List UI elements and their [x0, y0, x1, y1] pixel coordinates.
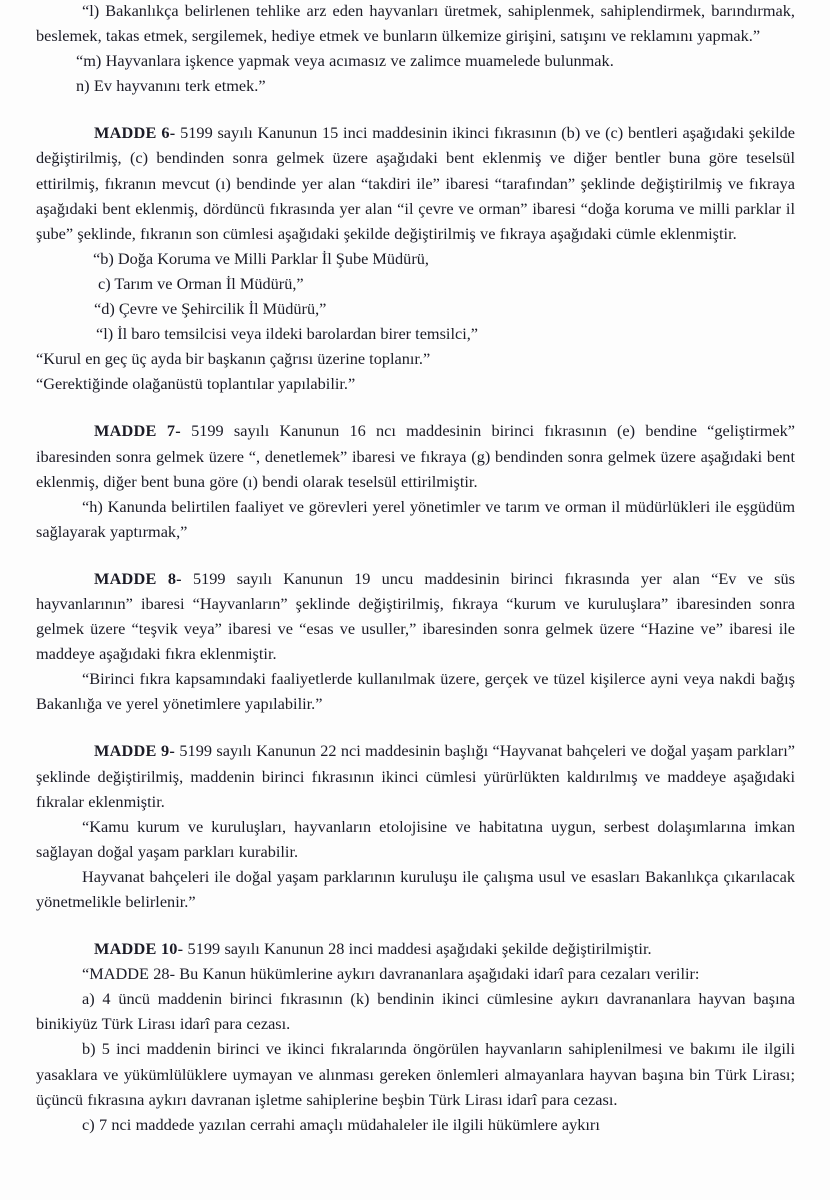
paragraph-madde-7 [36, 418, 795, 493]
paragraph-madde10-c: c) 7 nci maddede yazılan cerrahi amaçlı müdahaleler ile ilgili hükümlere aykırı [82, 1114, 600, 1134]
paragraph-madde10-b: b) 5 inci maddenin birinci ve ikinci fıkralarında öngörülen hayvanların sahiplenilmesi ve bakımı ile ilgili yasaklara ve yükümlülüklere uymayan ve alınması gereken önlemleri almayanlara hayvan başına bin Türk Lirası; üçüncü fıkrasına aykırı davranan işletme sahiplerine beşbin Türk Lirası idarî para cezası. [36, 1039, 795, 1109]
list-row-c: c) Tarım ve Orman İl Müdürü,” [98, 273, 304, 293]
madde-9-text: 5199 sayılı Kanunun 22 nci maddesinin başlığı “Hayvanat bahçeleri ve doğal yaşam parkları” şeklinde değiştirilmiş, maddenin birinci fıkrasının ikinci cümlesi yürürlükten kaldırılmış ve maddeye aşağıdaki fıkralar eklenmiştir. [36, 741, 796, 811]
paragraph-spacer [36, 544, 795, 566]
paragraph-madde-8 [36, 566, 795, 666]
madde-9-label: MADDE 9- [94, 741, 176, 761]
paragraph-item-n: n) Ev hayvanını terk etmek.” [76, 76, 266, 96]
paragraph-spacer [36, 98, 795, 120]
paragraph-madde-6 [36, 120, 795, 245]
list-row-l: “l) İl baro temsilcisi veya ildeki barolardan birer temsilci,” [96, 324, 479, 344]
paragraph-spacer [36, 396, 795, 418]
paragraph-madde9-kamu: “Kamu kurum ve kuruluşları, hayvanların etolojisine ve habitatına uygun, serbest dolaşımlarına imkan sağlayan doğal yaşam parkları kurabilir. [36, 816, 795, 861]
paragraph-madde10-a: a) 4 üncü maddenin birinci fıkrasının (k) bendinin ikinci cümlesine aykırı davrananlara hayvan başına binikiyüz Türk Lirası idarî para cezası. [36, 989, 795, 1034]
madde-6-text: 5199 sayılı Kanunun 15 inci maddesinin ikinci fıkrasının (b) ve (c) bentleri aşağıdaki şekilde değiştirilmiş, (c) bendinden sonra gelmek üzere aşağıdaki bent eklenmiş ve diğer bentler buna göre teselsül ettirilmiş, fıkranın mevcut (ı) bendinde yer alan “takdiri ile” ibaresi “tarafından” şeklinde değiştirilmiş ve fıkraya aşağıdaki bent eklenmiş, dördüncü fıkrasında yer alan “il çevre ve orman” ibaresi “doğa koruma ve milli parklar il şube” şeklinde, fıkranın son cümlesi aşağıdaki şekilde değiştirilmiş ve fıkraya aşağıdaki cümle eklenmiştir. [36, 123, 795, 243]
paragraph-madde-10 [36, 936, 795, 961]
madde-10-label: MADDE 10- [94, 939, 184, 959]
madde-7-text: 5199 sayılı Kanunun 16 ncı maddesinin birinci fıkrasının (e) bendine “geliştirmek” ibaresinden sonra gelmek üzere “, denetlemek” ibaresi ve fıkraya (g) bendinden sonra gelmek üzere aşağıdaki bent eklenmiş, diğer bent buna göre (ı) bendi olarak teselsül ettirilmiştir. [36, 421, 795, 491]
list-row-d: “d) Çevre ve Şehircilik İl Müdürü,” [94, 299, 327, 319]
document-body [36, 0, 795, 1137]
list-row-b: “b) Doğa Koruma ve Milli Parklar İl Şube Müdürü, [93, 248, 429, 268]
madde-7-label: MADDE 7- [94, 421, 181, 441]
paragraph-item-l: “l) Bakanlıkça belirlenen tehlike arz eden hayvanları üretmek, sahiplenmek, sahiplendirmek, barındırmak, beslemek, takas etmek, sergilemek, hediye etmek ve bunların ülkemize girişini, satışını ve reklamını yapmak.” [36, 1, 795, 46]
paragraph-madde10-28: “MADDE 28- Bu Kanun hükümlerine aykırı davrananlara aşağıdaki idarî para cezaları verilir: [82, 964, 700, 984]
madde-10-text: 5199 sayılı Kanunun 28 inci maddesi aşağıdaki şekilde değiştirilmiştir. [183, 939, 652, 959]
paragraph-item-m: “m) Hayvanlara işkence yapmak veya acımasız ve zalimce muamelede bulunmak. [76, 51, 614, 71]
paragraph-madde8-birinci: “Birinci fıkra kapsamındaki faaliyetlerde kullanılmak üzere, gerçek ve tüzel kişilerce ayni veya nakdi bağış Bakanlığa ve yerel yönetimlere yapılabilir.” [36, 669, 795, 714]
madde-6-label: MADDE 6- [94, 123, 176, 143]
paragraph-spacer [36, 716, 795, 738]
paragraph-madde-9 [36, 738, 795, 813]
paragraph-madde7-h: “h) Kanunda belirtilen faaliyet ve görevleri yerel yönetimler ve tarım ve orman il müdürlükleri ile eşgüdüm sağlayarak yaptırmak,” [36, 496, 795, 541]
list-row-kurul: “Kurul en geç üç ayda bir başkanın çağrısı üzerine toplanır.” [36, 349, 431, 369]
madde-8-label: MADDE 8- [94, 568, 182, 588]
paragraph-spacer [36, 914, 795, 936]
paragraph-madde9-hayvanat: Hayvanat bahçeleri ile doğal yaşam parklarının kuruluşu ile çalışma usul ve esasları Bakanlıkça çıkarılacak yönetmelikle belirlenir.” [36, 866, 795, 911]
madde-8-text: 5199 sayılı Kanunun 19 uncu maddesinin birinci fıkrasında yer alan “Ev ve süs hayvanlarının” ibaresi “Hayvanların” şeklinde değiştirilmiş, fıkraya “kurum ve kuruluşlara” ibaresinden sonra gelmek üzere “teşvik veya” ibaresi ve “esas ve usuller,” ibaresinden sonra gelmek üzere “Hazine ve” ibaresi ile maddeye aşağıdaki fıkra eklenmiştir. [36, 568, 795, 664]
list-row-gerektiginde: “Gerektiğinde olağanüstü toplantılar yapılabilir.” [36, 374, 356, 394]
